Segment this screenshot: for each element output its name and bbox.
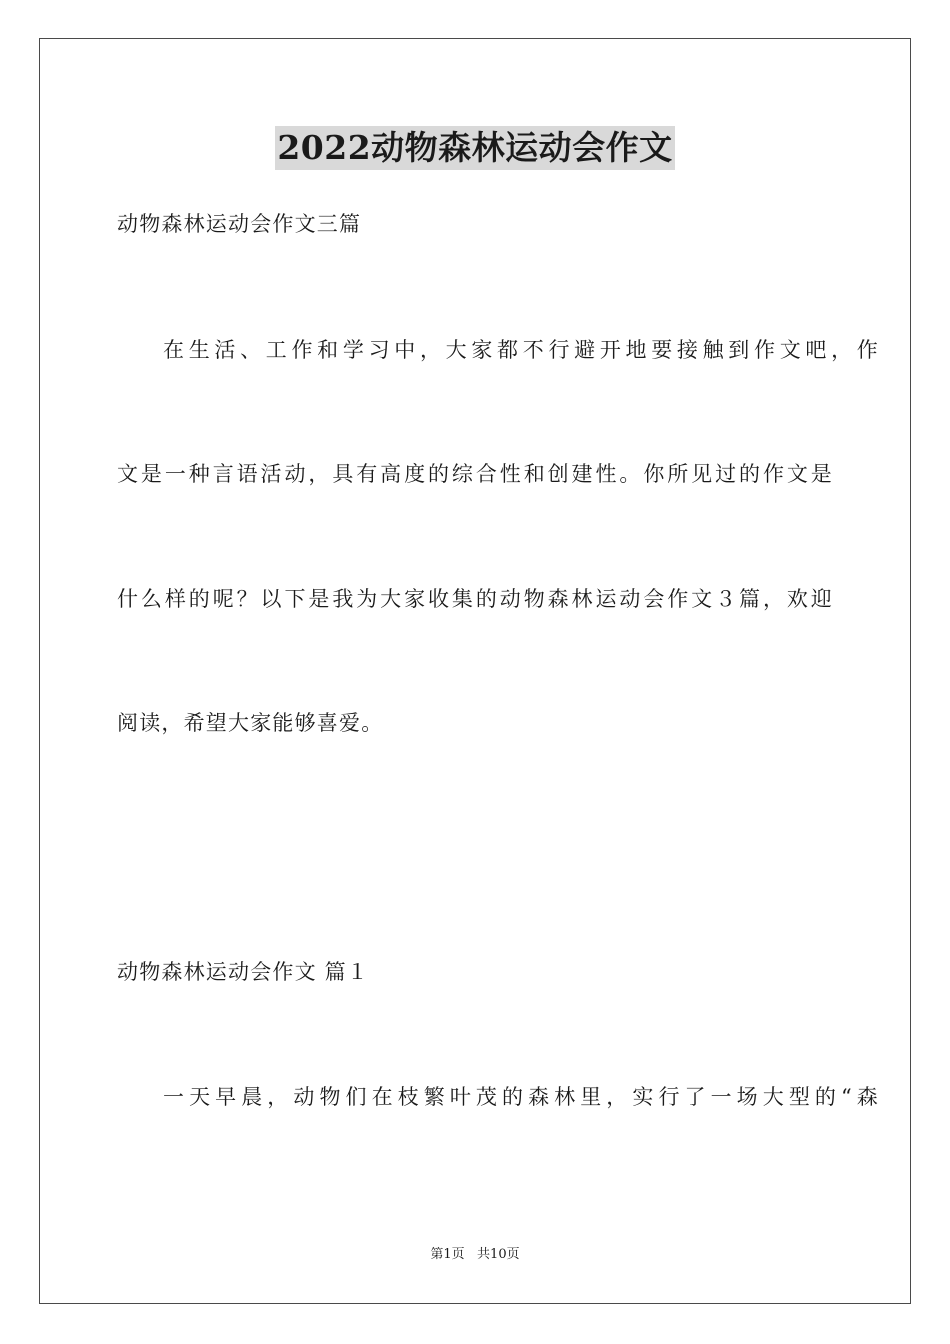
- section-line-1: 一天早晨，动物们在枝繁叶茂的森林里，实行了一场大型的“森: [163, 1085, 879, 1109]
- document-subtitle: 动物森林运动会作文三篇: [117, 212, 362, 236]
- intro-line-2: 文是一种言语活动，具有高度的综合性和创建性。你所见过的作文是: [117, 462, 833, 486]
- document-title: 2022动物森林运动会作文: [275, 126, 674, 170]
- title-container: [0, 126, 950, 170]
- page-footer: [0, 1246, 950, 1264]
- intro-line-1: 在生活、工作和学习中，大家都不行避开地要接触到作文吧，作: [163, 338, 879, 362]
- section-heading: 动物森林运动会作文 篇１: [117, 960, 370, 984]
- page-number-label: 第1页 共10页: [430, 1247, 520, 1262]
- intro-line-3: 什么样的呢？以下是我为大家收集的动物森林运动会作文３篇，欢迎: [117, 587, 833, 611]
- intro-line-4: 阅读，希望大家能够喜爱。: [117, 711, 384, 735]
